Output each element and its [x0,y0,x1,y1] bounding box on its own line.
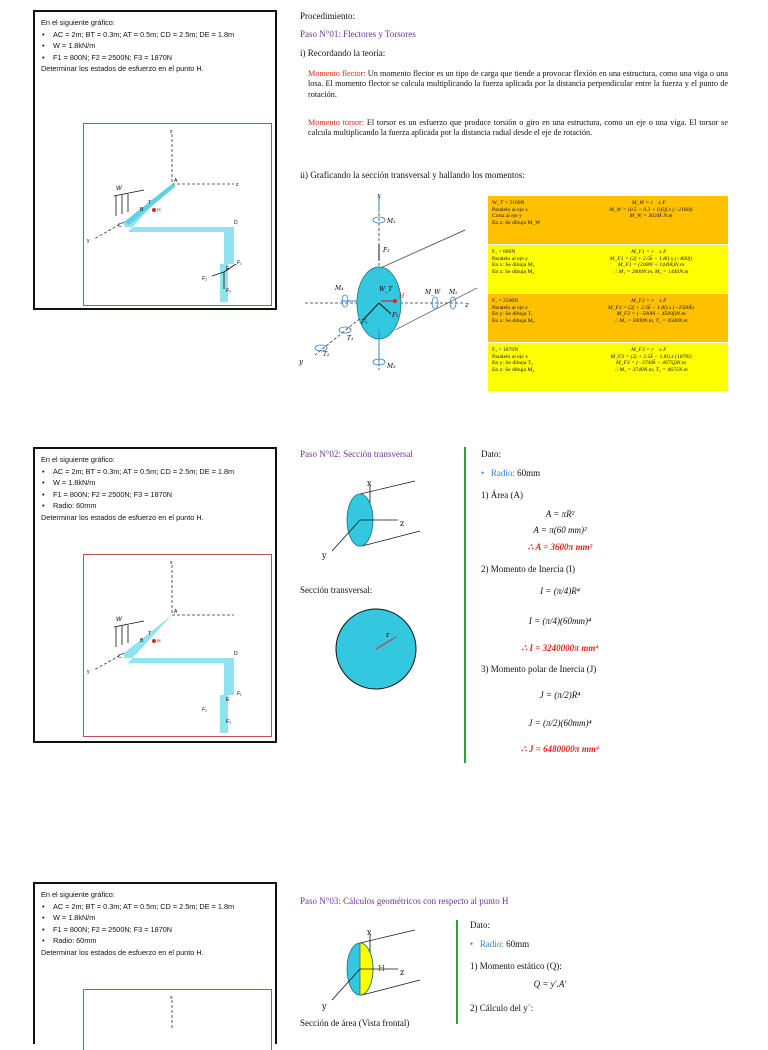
problem-card-3 [33,882,277,1044]
problem-statement: En el siguiente gráfico: • AC = 2m; BT = 0.3m; AT = 0.5m; CD = 2.5m; DE = 1.8m • W = 1.8kN/m • F1 = 800N; F2 = 2500N; F3 = 1870N • Radio: 60mm Determinar los estados de esfuerzo en el punto H. [35,884,275,958]
inercia-result: ∴ I = 3240000π mm⁴ [521,643,599,653]
cross-section-moments-diagram [295,190,485,380]
problem-item: • F1 = 800N; F2 = 2500N; F3 = 1870N [41,924,275,936]
label-f1: F₁ [237,260,242,266]
moment-row: W_T = 2160N Paralelo al eje x Corta al eje y En z: Se dibuja M_W M_W = r⃗ x F⃗ M_W = (0.5 + 0.3 + 0.6)ĵ x (−2160)î M_W = 3024k̂ N.m [488,196,728,245]
inercia-eq1: I = (π/4)R⁴ [540,586,580,596]
polar-title: 3) Momento polar de Inercia (J) [481,664,597,674]
diag1-m1: M₁ [387,218,396,225]
dato-label-3: Dato: [470,920,490,930]
label-t: T [148,631,152,637]
momento-torsor-paragraph: Momento torsor: El torsor es un esfuerzo que produce torsión o giro en una estructura, como un eje o una viga. El torsor se calcula multiplicando la fuerza aplicada por la distancia radial desde el eje de rotación. [308,118,728,138]
diag1-f1: F₁ [361,319,368,326]
label-d: D [234,220,238,226]
radio-line: • Radio: 60mm [481,468,541,478]
seccion-transversal-label: Sección transversal: [300,585,373,595]
label-h: H [157,208,161,214]
paso-02-title: Paso N°02: Sección transversal [300,449,413,459]
problem-item: • W = 1.8kN/m [41,40,275,52]
structure-figure [83,123,272,306]
problem-item: • Radio: 60mm [41,935,275,947]
problem-item: • W = 1.8kN/m [41,912,275,924]
label-w: W [116,186,122,192]
calculo-y-title: 2) Cálculo del y´: [470,1003,534,1013]
label-a: A [174,609,178,615]
seccion-area-label: Sección de área (Vista frontal) [300,1018,410,1028]
procedimiento-label: Procedimiento: [300,11,355,21]
diag2-y: y [322,551,327,560]
diag3-y: y [322,1002,327,1011]
moments-table [488,196,728,392]
label-d: D [234,651,238,657]
cylinder-diagram [310,476,440,566]
label-y: y [87,669,90,675]
diag1-z: z [465,301,469,309]
label-f2: F₂ [202,276,207,282]
label-f2: F₂ [202,707,207,713]
problem-statement: En el siguiente gráfico: • AC = 2m; BT = 0.3m; AT = 0.5m; CD = 2.5m; DE = 1.8m • W = 1.8kN/m • F1 = 800N; F2 = 2500N; F3 = 1870N • Radio: 60mm Determinar los estados de esfuerzo en el punto H. [35,449,275,523]
diag2-x: x [367,479,372,488]
area-eq1: A = πR² [545,509,575,519]
label-h: H [157,639,161,645]
label-x: x [170,560,173,566]
diag2-z: z [400,519,405,528]
diag1-f2: F₂ [392,312,399,319]
moment-row: F₃ = 1870N Paralelo al eje x En y: Se dibuja T₂ En z: Se dibuja M₄ M_F3 = r⃗ x F⃗ M_F3 = (2ĵ + 2.5k̂ − 1.8î) x (1870î) M_F3 = (−3740k̂ − 4675ĵ)N.m ∴ M₄ = 3740N.m, T₂ = 4675N.m [488,343,728,392]
polar-eq2: J = (π/2)(60mm)⁴ [528,718,592,728]
problem-item: • AC = 2m; BT = 0.3m; AT = 0.5m; CD = 2.5m; DE = 1.8m [41,29,275,41]
polar-eq1: J = (π/2)R⁴ [539,690,581,700]
circle-section [334,607,418,691]
diag1-t2: T₂ [323,351,330,358]
label-e: E [226,266,230,272]
label-c: C [118,654,122,660]
structure-drawing [84,990,271,1030]
inercia-title: 2) Momento de Inercia (I) [481,564,575,574]
diag1-f3: F₃ [383,247,390,254]
diag1-m2: M₂ [449,289,458,296]
polar-result: ∴ J = 6480000π mm⁴ [521,744,599,754]
diag1-m3: M₃ [387,363,396,370]
area-title: 1) Área (A) [481,490,523,500]
diag1-h: H [399,293,405,300]
momento-flector-paragraph: Momento flector: Un momento flector es un tipo de carga que tiende a provocar flexión en una estructura, como una viga o una losa. El momento flector se calcula multiplicando la fuerza aplicada por la distancia perpendicular entre la fuerza y el punto de rotación. [308,69,728,99]
diag1-y: y [299,358,303,366]
area-eq2: A = π(60 mm)² [533,525,587,535]
problem-statement: En el siguiente gráfico: • AC = 2m; BT = 0.3m; AT = 0.5m; CD = 2.5m; DE = 1.8m • W = 1.8kN/m • F1 = 800N; F2 = 2500N; F3 = 1870N Determinar los estados de esfuerzo en el punto H. [35,12,275,75]
dato-label: Dato: [481,449,501,459]
radius-label: r [386,631,390,639]
diag1-t1: T₁ [347,335,354,342]
diag3-h: H [378,964,385,973]
paso-01-title: Paso N°01: Flectores y Torsores [300,29,416,39]
label-x: x [170,995,173,1001]
diag1-wt: W_T [379,286,393,293]
problem-item: • F1 = 800N; F2 = 2500N; F3 = 1870N [41,489,275,501]
structure-drawing [84,555,271,736]
estatico-title: 1) Momento estático (Q): [470,961,562,971]
problem-item: • AC = 2m; BT = 0.3m; AT = 0.5m; CD = 2.5m; DE = 1.8m [41,901,275,913]
inercia-eq2: I = (π/4)(60mm)⁴ [528,616,592,626]
structure-figure [83,989,272,1050]
problem-card-1 [33,10,277,310]
structure-figure [83,554,272,737]
problem-item: • AC = 2m; BT = 0.3m; AT = 0.5m; CD = 2.5m; DE = 1.8m [41,466,275,478]
diag1-x: x [377,192,381,200]
label-f3: F₃ [226,288,232,294]
cylinder-section-h [310,925,440,1015]
label-z: z [236,182,239,188]
label-f1: F₁ [237,691,242,697]
label-x: x [170,129,173,135]
radio-line-3: • Radio: 60mm [470,939,530,949]
label-e: E [226,697,230,703]
area-result: ∴ A = 3600π mm² [527,542,593,552]
problem-card-2 [33,447,277,743]
label-a: A [174,178,178,184]
label-b: B [140,207,144,213]
problem-item: • W = 1.8kN/m [41,477,275,489]
moment-row: F₂ = 2500N Paralelo al eje z En y: Se dibuja T₁ En x: Se dibuja M₃ M_F2 = r⃗ x F⃗ M_F2 = (2ĵ + 2.5k̂ − 1.8î) x (−2500k̂) M_F2 = (−5000î − 4500ĵ)N.m ∴ M₃ = 5000N.m, T₁ = 4500N.m [488,294,728,343]
diag1-mw: M_W [425,289,441,296]
label-w: W [116,617,122,623]
label-f3: F₃ [226,719,232,725]
label-y: y [87,238,90,244]
problem-item: • F1 = 800N; F2 = 2500N; F3 = 1870N [41,52,275,64]
estatico-eq: Q = y′.A′ [533,979,567,989]
diag3-z: z [400,968,405,977]
structure-drawing [84,124,271,305]
problem-item: • Radio: 60mm [41,500,275,512]
recordando-label: i) Recordando la teoría: [300,48,386,58]
diag3-x: x [367,928,372,937]
divider-green-2 [456,920,458,1024]
diag1-m4: M₄ [335,285,344,292]
label-b: B [140,638,144,644]
divider-green [464,447,466,763]
moment-row: F₁ = 800N Paralelo al eje y En x: Se dibuja M₁ En z: Se dibuja M₂ M_F1 = r⃗ x F⃗ M_F1 = (2ĵ + 2.5k̂ − 1.8î) x (−800ĵ) M_F1 = (2000î + 1440k̂)N.m ∴ M₁ = 2000N.m, M₂ = 1440N.m [488,245,728,294]
label-c: C [118,223,122,229]
graficando-label: ii) Graficando la sección transversal y hallando los momentos: [300,170,525,180]
paso-03-title: Paso N°03: Cálculos geométricos con respecto al punto H [300,896,509,906]
label-t: T [148,200,152,206]
